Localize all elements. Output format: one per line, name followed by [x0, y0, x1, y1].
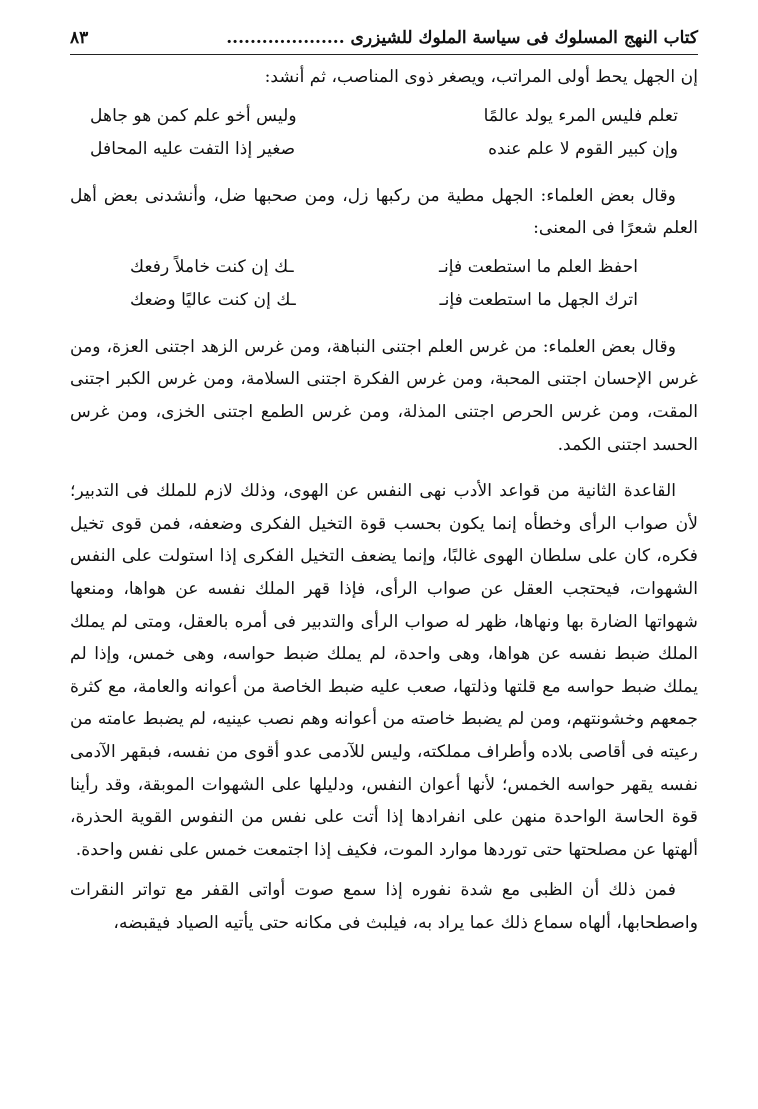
verse-first-hemistich: وإن كبير القوم لا علم عنده: [488, 138, 678, 159]
paragraph-1: وقال بعض العلماء: الجهل مطية من ركبها زل، ومن صحبها ضل، وأنشدنى بعض أهل العلم شعرًا فى المعنى:: [70, 185, 698, 239]
paragraph-4: فمن ذلك أن الظبى مع شدة نفوره إذا سمع صوت أواتى القفر مع تواتر النقرات واصطحابها، ألهاه سماع ذلك عما يراد به، فيلبث فى مكانه حتى يأتيه الصياد فيقبضه،: [70, 880, 698, 933]
verse-first-hemistich: احفظ العلم ما استطعت فإنـ: [438, 256, 638, 277]
poem-two: [70, 251, 698, 317]
verse-first-hemistich: اترك الجهل ما استطعت فإنـ: [439, 289, 638, 310]
poem-two-verse-1: [90, 251, 678, 284]
paragraph-3: القاعدة الثانية من قواعد الأدب نهى النفس عن الهوى، وذلك لازم للملك فى التدبير؛ لأن صواب الرأى وخطأه إنما يكون بحسب قوة التخيل الفكرى وضعفه، فمن قوى تخيل فكره، كان على سلطان الهوى غالبًا، وإنما يضعف التخيل الفكرى إذا استولت على النفس الشهوات، فيحتجب العقل عن صواب الرأى، فإذا قهر الملك نفسه عن هواها، ومنعها شهواتها الضارة بها ونهاها، ظهر له صواب الرأى والتدبير فى أمره بالعقل، ومتى لم يملك الملك ضبط نفسه عن هواها، وهى واحدة، لم يملك ضبط حواسه، وهى خمس، وإذا لم يملك ضبط حواسه مع قلتها وذلتها، صعب عليه ضبط الخاصة من أعوانه والعامة، مع كثرة جمعهم وخشونتهم، ومن لم يضبط خاصته من أعوانه وهم نصب عينيه، لم يضبط عامته من رعيته فى أقاصى بلاده وأطراف مملكته، وليس للآدمى عدو أقوى من نفسه، فبقهر الآدمى نفسه يقهر حواسه الخمس؛ لأنها أعوان النفس، ودليلها على الشهوات الموبقة، وقد رأينا قوة الحاسة الواحدة منهن على انفرادها إذا أتت على نفس من النفوس القوية الحذرة، ألهتها عن مصلحتها حتى توردها موارد الموت، فكيف إذا اجتمعت خمس على نفس واحدة.: [70, 481, 698, 860]
verse-second-hemistich: ـك إن كنت خاملاً رفعك: [130, 256, 294, 277]
running-header: [70, 28, 698, 55]
verse-second-hemistich: صغير إذا التفت عليه المحافل: [90, 138, 296, 159]
book-page: [70, 28, 698, 1109]
verse-second-hemistich: وليس أخو علم كمن هو جاهل: [90, 105, 297, 126]
intro-line: إن الجهل يحط أولى المراتب، ويصغر ذوى المناصب، ثم أنشد:: [264, 67, 698, 87]
poem-one-verse-2: [90, 133, 678, 166]
poem-two-verse-2: [90, 284, 678, 317]
paragraph-2: وقال بعض العلماء: من غرس العلم اجتنى النباهة، ومن غرس الزهد اجتنى العزة، ومن غرس الإحسان اجتنى المحبة، ومن غرس الفكرة اجتنى السلامة، ومن غرس الكبر اجتنى المقت، ومن غرس الحرص اجتنى المذلة، ومن غرس الطمع اجتنى الخزى، ومن غرس الحسد اجتنى الكمد.: [70, 336, 698, 455]
header-title: كتاب النهج المسلوك فى سياسة الملوك للشيزرى ....................: [226, 28, 698, 48]
verse-first-hemistich: تعلم فليس المرء يولد عالمًا: [483, 105, 678, 126]
verse-second-hemistich: ـك إن كنت عاليًا وضعك: [130, 289, 296, 310]
page-number: ٨٣: [70, 28, 89, 48]
poem-one: [70, 100, 698, 166]
poem-one-verse-1: [90, 100, 678, 133]
